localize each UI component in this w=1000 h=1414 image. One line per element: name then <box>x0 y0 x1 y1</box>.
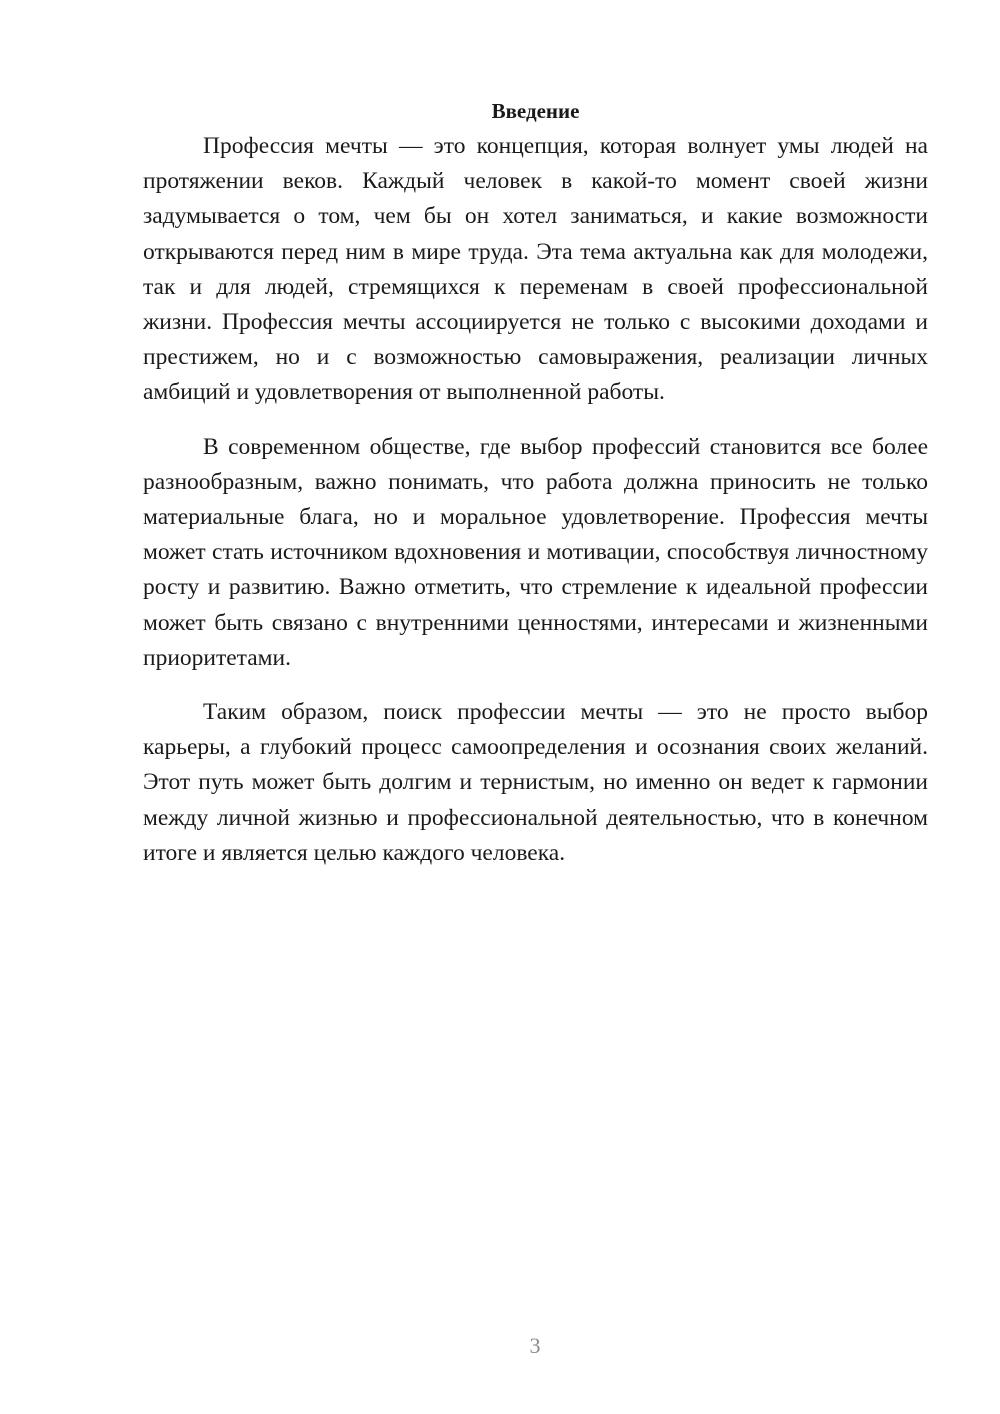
paragraph-1: Профессия мечты — это концепция, которая волнует умы людей на протяжении веков. Каждый человек в какой-то момент своей жизни задумывается о том, чем бы он хотел заниматься, и какие возможности открываются перед ним в мире труда. Эта тема актуальна как для молодежи, так и для людей, стремящихся к переменам в своей профессиональной жизни. Профессия мечты ассоциируется не только с высокими доходами и престижем, но и с возможностью самовыражения, реализации личных амбиций и удовлетворения от выполненной работы. <box>143 133 928 406</box>
page-content <box>143 96 928 890</box>
paragraph-3: Таким образом, поиск профессии мечты — это не просто выбор карьеры, а глубокий процесс самоопределения и осознания своих желаний. Этот путь может быть долгим и тернистым, но именно он ведет к гармонии между личной жизнью и профессиональной деятельностью, что в конечном итоге и является целью каждого человека. <box>143 699 928 866</box>
page-number: 3 <box>529 1333 541 1358</box>
paragraph-2: В современном обществе, где выбор профессий становится все более разнообразным, важно понимать, что работа должна приносить не только материальные блага, но и моральное удовлетворение. Профессия мечты может стать источником вдохновения и мотивации, способствуя личностному росту и развитию. Важно отметить, что стремление к идеальной профессии может быть связано с внутренними ценностями, интересами и жизненными приоритетами. <box>143 433 928 671</box>
section-heading: Введение <box>491 99 580 123</box>
